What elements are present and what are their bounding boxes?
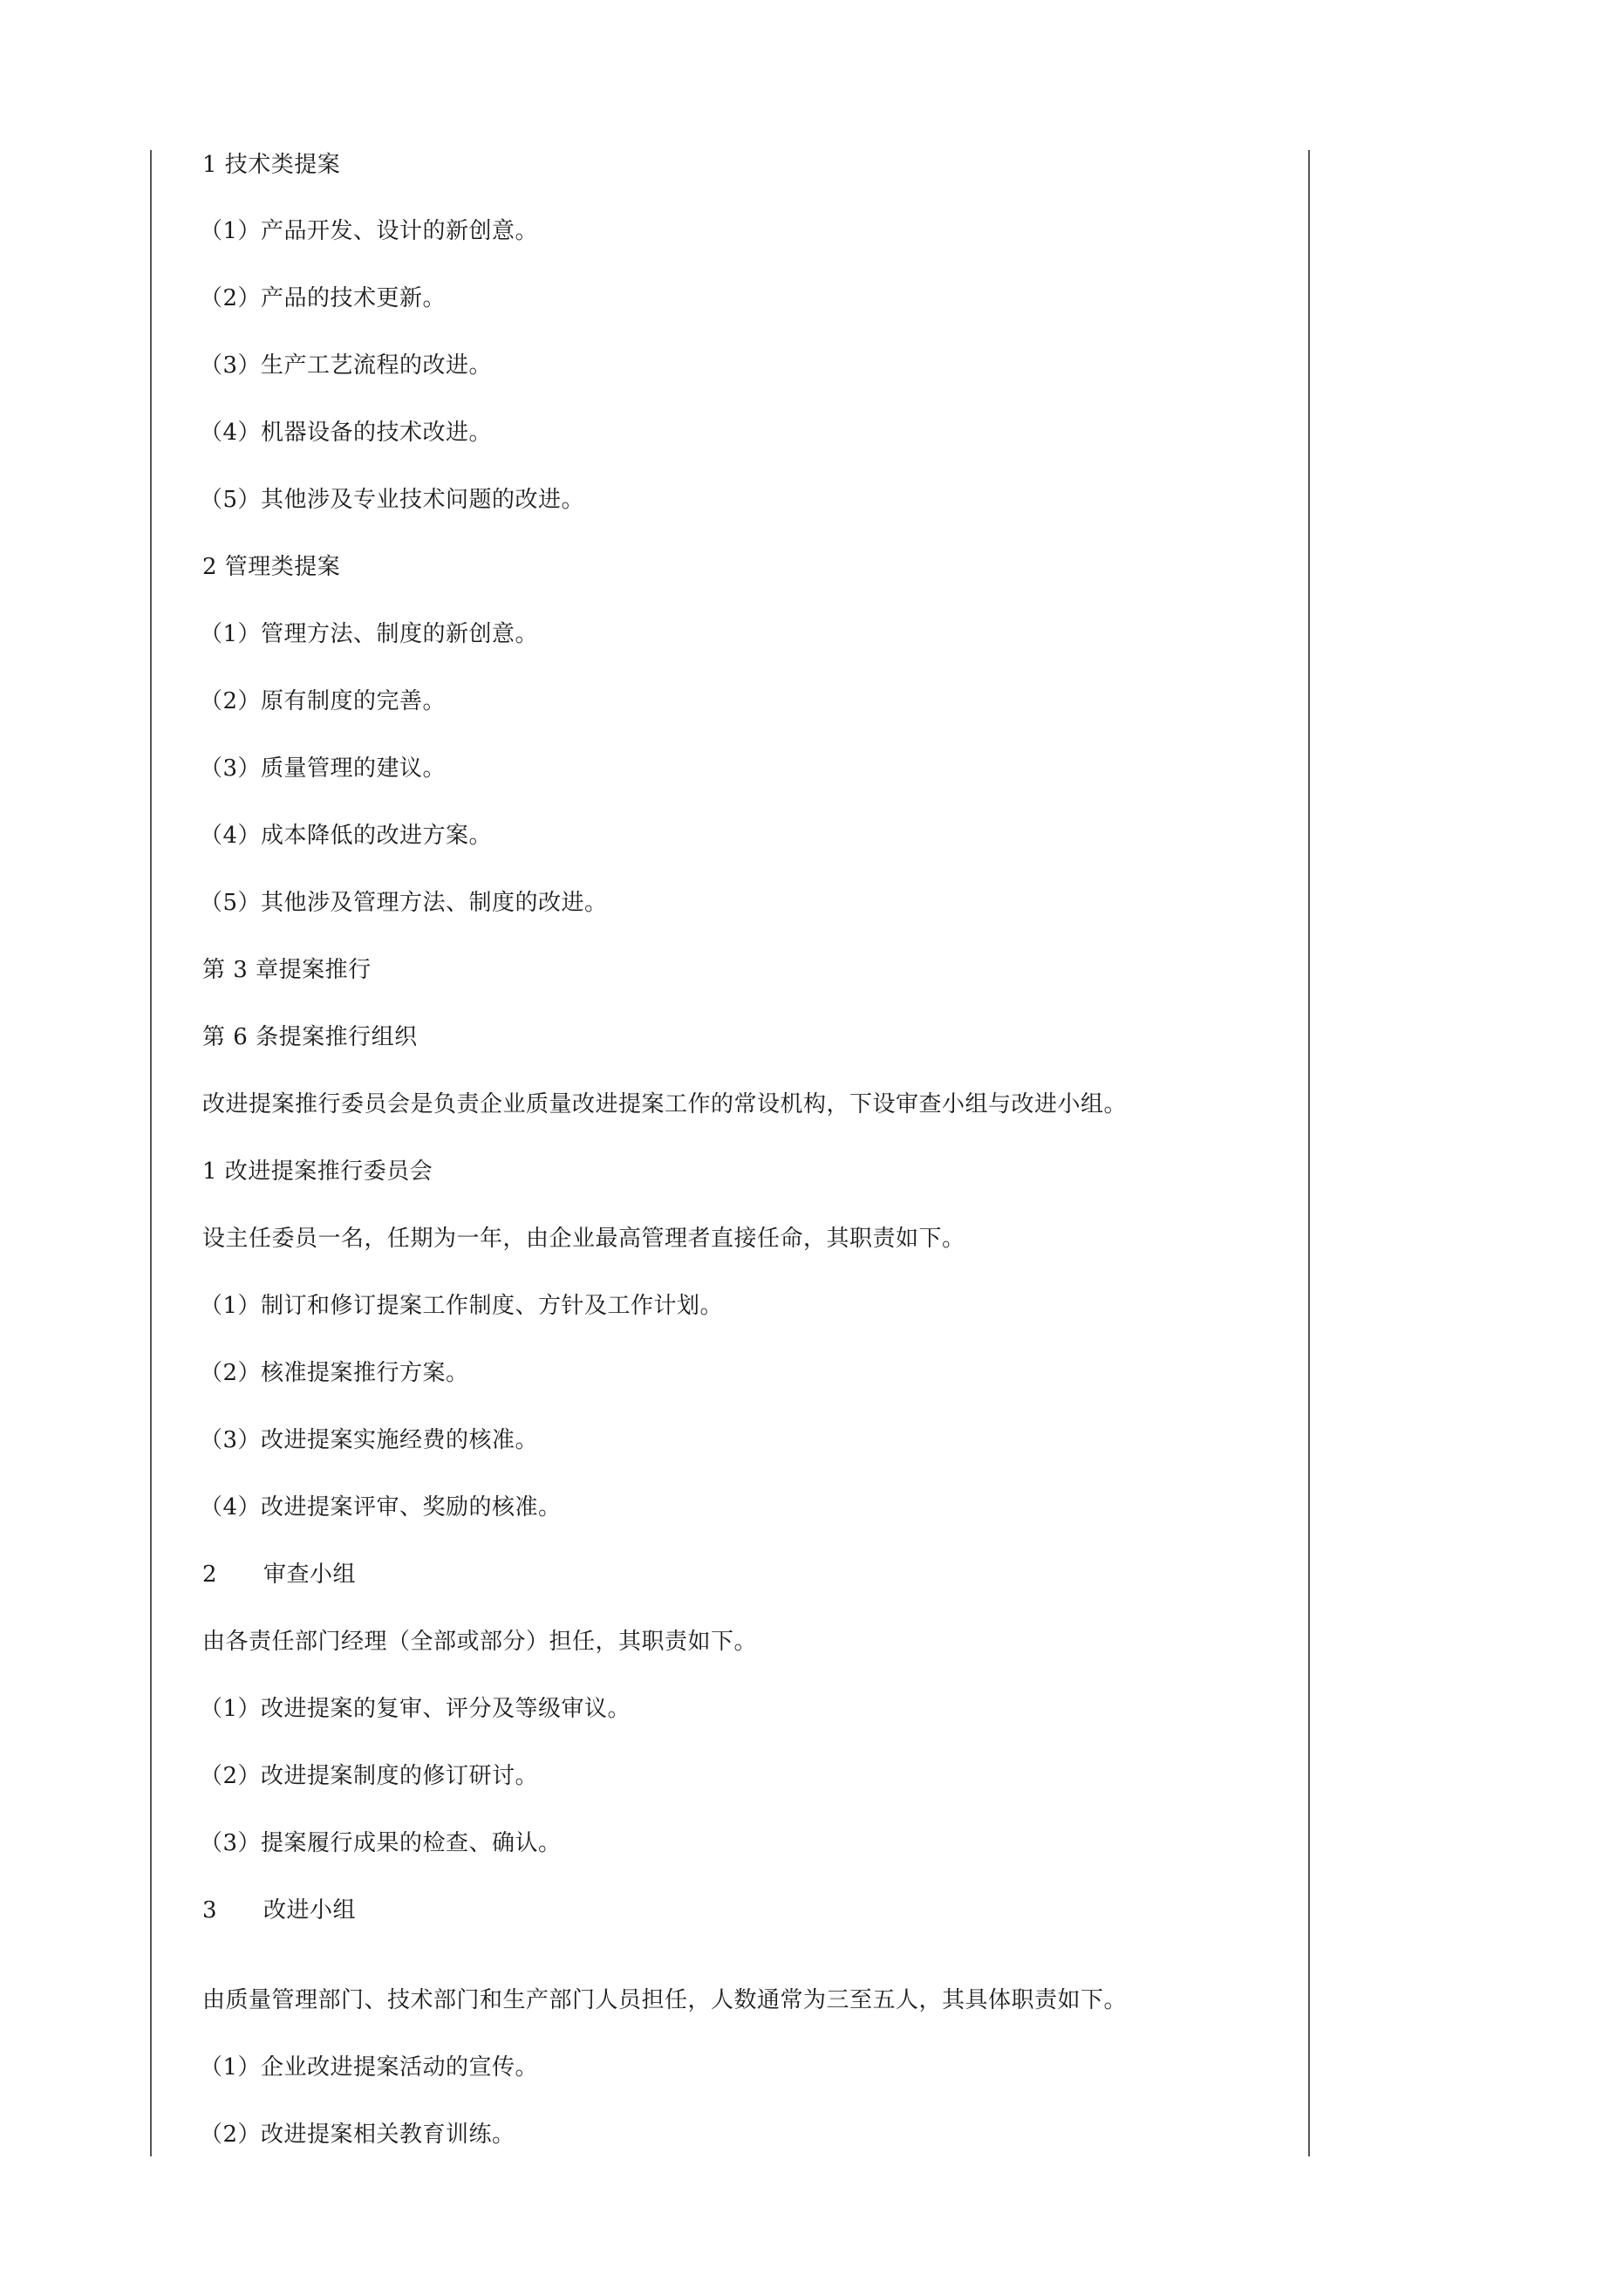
paragraph: 由各责任部门经理（全部或部分）担任，其职责如下。 <box>202 1629 758 1655</box>
list-item: （4）成本降低的改进方案。 <box>200 823 493 849</box>
section-heading-improvement-group: 3 改进小组 <box>202 1897 357 1924</box>
list-item: （1）制订和修订提案工作制度、方针及工作计划。 <box>200 1293 724 1319</box>
paragraph: 设主任委员一名，任期为一年，由企业最高管理者直接任命，其职责如下。 <box>202 1226 965 1252</box>
section-heading-committee: 1 改进提案推行委员会 <box>202 1158 433 1185</box>
section-heading-technical: 1 技术类提案 <box>202 152 341 178</box>
article-heading: 第 6 条提案推行组织 <box>202 1024 418 1050</box>
list-item: （1）产品开发、设计的新创意。 <box>200 218 539 244</box>
list-item: （5）其他涉及管理方法、制度的改进。 <box>200 890 608 916</box>
section-heading-management: 2 管理类提案 <box>202 554 341 580</box>
list-item: （1）管理方法、制度的新创意。 <box>200 621 539 647</box>
list-item: （1）改进提案的复审、评分及等级审议。 <box>200 1696 631 1722</box>
list-item: （2）核准提案推行方案。 <box>200 1360 469 1386</box>
list-item: （3）生产工艺流程的改进。 <box>200 352 493 379</box>
list-item: （1）企业改进提案活动的宣传。 <box>200 2054 539 2081</box>
list-item: （4）机器设备的技术改进。 <box>200 420 493 446</box>
list-item: （2）原有制度的完善。 <box>200 688 447 714</box>
list-item: （2）产品的技术更新。 <box>200 285 447 311</box>
list-item: （2）改进提案制度的修订研讨。 <box>200 1763 539 1789</box>
list-item: （2）改进提案相关教育训练。 <box>200 2122 515 2148</box>
list-item: （5）其他涉及专业技术问题的改进。 <box>200 487 585 513</box>
list-item: （3）提案履行成果的检查、确认。 <box>200 1830 562 1856</box>
paragraph: 由质量管理部门、技术部门和生产部门人员担任，人数通常为三至五人，其具体职责如下。 <box>202 1987 1128 2013</box>
section-heading-review-group: 2 审查小组 <box>202 1561 357 1588</box>
list-item: （3）质量管理的建议。 <box>200 755 447 782</box>
paragraph: 改进提案推行委员会是负责企业质量改进提案工作的常设机构，下设审查小组与改进小组。 <box>202 1091 1128 1117</box>
list-item: （4）改进提案评审、奖励的核准。 <box>200 1494 562 1520</box>
chapter-heading: 第 3 章提案推行 <box>202 957 372 983</box>
list-item: （3）改进提案实施经费的核准。 <box>200 1427 539 1453</box>
